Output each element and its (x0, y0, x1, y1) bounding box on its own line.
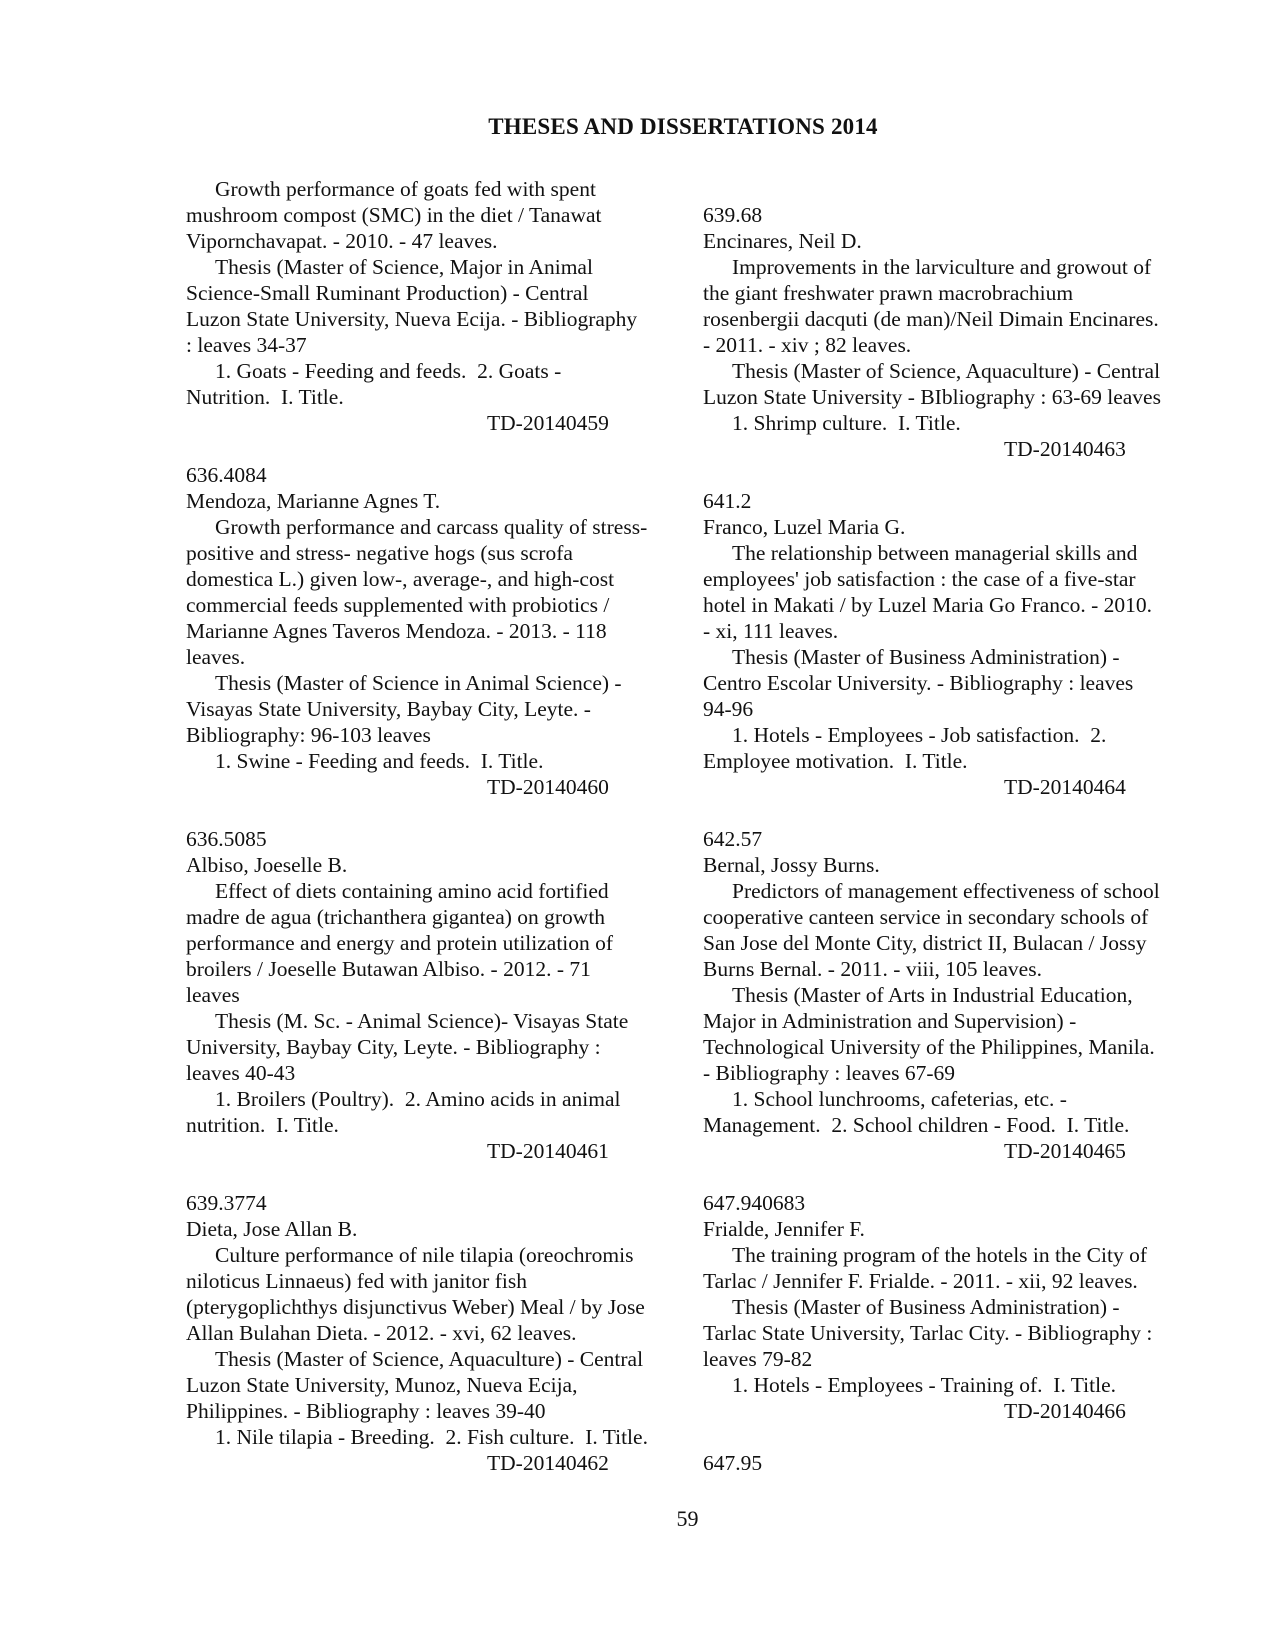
td-number: TD-20140461 (487, 1139, 609, 1163)
entry-text-line: Thesis (Master of Business Administration) - (732, 1295, 1120, 1319)
call-number: 636.5085 (186, 827, 267, 851)
call-number: 639.68 (703, 203, 763, 227)
entry-text-line: the giant freshwater prawn macrobrachium (703, 281, 1074, 305)
entry-text-line: Allan Bulahan Dieta. - 2012. - xvi, 62 leaves. (186, 1321, 577, 1345)
entry-text-line: Marianne Agnes Taveros Mendoza. - 2013. - 118 (186, 619, 607, 643)
page-number: 59 (676, 1506, 699, 1531)
entry-text-line: 1. Nile tilapia - Breeding. 2. Fish culture. I. Title. (215, 1425, 648, 1449)
catalog-entry (703, 826, 1193, 1164)
entry-text-line: Luzon State University, Nueva Ecija. - Bibliography (186, 307, 638, 331)
entry-text-line: - Bibliography : leaves 67-69 (703, 1061, 955, 1085)
call-number: 647.95 (703, 1451, 763, 1475)
entry-text-line: Centro Escolar University. - Bibliography : leaves (703, 671, 1134, 695)
entry-text-line: performance and energy and protein utilization of (186, 931, 614, 955)
td-number: TD-20140462 (487, 1451, 609, 1475)
catalog-entry (703, 1450, 1193, 1476)
author-name: Bernal, Jossy Burns. (703, 853, 880, 877)
catalog-entry (186, 826, 676, 1164)
catalog-entry (186, 176, 676, 436)
entry-text-line: rosenbergii dacquti (de man)/Neil Dimain Encinares. (703, 307, 1159, 331)
entry-text-line: 1. Swine - Feeding and feeds. I. Title. (215, 749, 544, 773)
catalog-entry (703, 488, 1193, 800)
call-number: 636.4084 (186, 463, 267, 487)
entry-text-line: Major in Administration and Supervision) - (703, 1009, 1077, 1033)
td-number: TD-20140465 (1004, 1139, 1126, 1163)
entry-text-line: - xi, 111 leaves. (703, 619, 839, 643)
td-number: TD-20140464 (1004, 775, 1126, 799)
entry-text-line: domestica L.) given low-, average-, and high-cost (186, 567, 615, 591)
entry-text-line: Growth performance and carcass quality of stress- (215, 515, 648, 539)
entry-text-line: The relationship between managerial skills and (732, 541, 1138, 565)
entry-text-line: 1. Hotels - Employees - Job satisfaction. 2. (732, 723, 1107, 747)
td-number: TD-20140463 (1004, 437, 1126, 461)
page-title: THESES AND DISSERTATIONS 2014 (488, 114, 878, 139)
td-number: TD-20140459 (487, 411, 609, 435)
entry-text-line: Philippines. - Bibliography : leaves 39-40 (186, 1399, 546, 1423)
entry-text-line: Growth performance of goats fed with spent (215, 177, 596, 201)
entry-text-line: Science-Small Ruminant Production) - Central (186, 281, 589, 305)
entry-text-line: leaves. (186, 645, 246, 669)
entry-text-line: Burns Bernal. - 2011. - viii, 105 leaves. (703, 957, 1042, 981)
entry-text-line: 1. School lunchrooms, cafeterias, etc. - (732, 1087, 1067, 1111)
entry-text-line: - 2011. - xiv ; 82 leaves. (703, 333, 912, 357)
entry-text-line: Luzon State University - BIbliography : 63-69 leaves (703, 385, 1161, 409)
call-number: 642.57 (703, 827, 763, 851)
entry-text-line: Effect of diets containing amino acid fortified (215, 879, 609, 903)
entry-text-line: 1. Goats - Feeding and feeds. 2. Goats - (215, 359, 562, 383)
entry-text-line: Predictors of management effectiveness of school (732, 879, 1160, 903)
author-name: Frialde, Jennifer F. (703, 1217, 865, 1241)
author-name: Albiso, Joeselle B. (186, 853, 348, 877)
entry-text-line: Tarlac State University, Tarlac City. - Bibliography : (703, 1321, 1153, 1345)
entry-text-line: madre de agua (trichanthera gigantea) on growth (186, 905, 606, 929)
entry-text-line: Thesis (Master of Science in Animal Science) - (215, 671, 622, 695)
catalog-entry (703, 1190, 1193, 1424)
entry-text-line: Thesis (Master of Science, Aquaculture) - Central (215, 1347, 644, 1371)
entry-text-line: Thesis (Master of Business Administration) - (732, 645, 1120, 669)
entry-text-line: Luzon State University, Munoz, Nueva Ecija, (186, 1373, 578, 1397)
entry-text-line: Culture performance of nile tilapia (oreochromis (215, 1243, 634, 1267)
entry-text-line: Bibliography: 96-103 leaves (186, 723, 431, 747)
entry-text-line: Thesis (M. Sc. - Animal Science)- Visayas State (215, 1009, 629, 1033)
td-number: TD-20140466 (1004, 1399, 1126, 1423)
entry-text-line: Tarlac / Jennifer F. Frialde. - 2011. - xii, 92 leaves. (703, 1269, 1138, 1293)
call-number: 647.940683 (703, 1191, 806, 1215)
entry-text-line: employees' job satisfaction : the case of a five-star (703, 567, 1136, 591)
entry-text-line: Technological University of the Philippines, Manila. (703, 1035, 1155, 1059)
entry-text-line: leaves 40-43 (186, 1061, 296, 1085)
left-column (186, 176, 676, 1502)
entry-text-line: : leaves 34-37 (186, 333, 307, 357)
entry-text-line: leaves 79-82 (703, 1347, 813, 1371)
entry-text-line: The training program of the hotels in the City of (732, 1243, 1147, 1267)
entry-text-line: cooperative canteen service in secondary schools of (703, 905, 1149, 929)
author-name: Mendoza, Marianne Agnes T. (186, 489, 441, 513)
entry-text-line: (pterygoplichthys disjunctivus Weber) Meal / by Jose (186, 1295, 645, 1319)
entry-text-line: nutrition. I. Title. (186, 1113, 339, 1137)
entry-text-line: 1. Hotels - Employees - Training of. I. Title. (732, 1373, 1117, 1397)
entry-text-line: broilers / Joeselle Butawan Albiso. - 2012. - 71 (186, 957, 591, 981)
entry-text-line: Thesis (Master of Arts in Industrial Education, (732, 983, 1133, 1007)
td-number: TD-20140460 (487, 775, 609, 799)
right-column (703, 202, 1193, 1502)
entry-text-line: positive and stress- negative hogs (sus scrofa (186, 541, 573, 565)
entry-text-line: Management. 2. School children - Food. I. Title. (703, 1113, 1130, 1137)
entry-text-line: Thesis (Master of Science, Aquaculture) - Central (732, 359, 1161, 383)
entry-text-line: 94-96 (703, 697, 754, 721)
entry-text-line: 1. Broilers (Poultry). 2. Amino acids in animal (215, 1087, 621, 1111)
entry-text-line: Employee motivation. I. Title. (703, 749, 968, 773)
entry-text-line: leaves (186, 983, 240, 1007)
entry-text-line: Nutrition. I. Title. (186, 385, 344, 409)
catalog-entry (186, 462, 676, 800)
entry-text-line: commercial feeds supplemented with probiotics / (186, 593, 610, 617)
author-name: Franco, Luzel Maria G. (703, 515, 906, 539)
call-number: 641.2 (703, 489, 752, 513)
entry-text-line: niloticus Linnaeus) fed with janitor fish (186, 1269, 527, 1293)
entry-text-line: San Jose del Monte City, district II, Bulacan / Jossy (703, 931, 1147, 955)
catalog-entry (703, 202, 1193, 462)
entry-text-line: Visayas State University, Baybay City, Leyte. - (186, 697, 591, 721)
author-name: Dieta, Jose Allan B. (186, 1217, 358, 1241)
author-name: Encinares, Neil D. (703, 229, 862, 253)
entry-text-line: 1. Shrimp culture. I. Title. (732, 411, 961, 435)
entry-text-line: mushroom compost (SMC) in the diet / Tanawat (186, 203, 602, 227)
entry-text-line: Vipornchavapat. - 2010. - 47 leaves. (186, 229, 498, 253)
entry-text-line: Improvements in the larviculture and growout of (732, 255, 1152, 279)
call-number: 639.3774 (186, 1191, 267, 1215)
entry-text-line: University, Baybay City, Leyte. - Bibliography : (186, 1035, 601, 1059)
catalog-entry (186, 1190, 676, 1476)
entry-text-line: hotel in Makati / by Luzel Maria Go Franco. - 2010. (703, 593, 1153, 617)
entry-text-line: Thesis (Master of Science, Major in Animal (215, 255, 593, 279)
